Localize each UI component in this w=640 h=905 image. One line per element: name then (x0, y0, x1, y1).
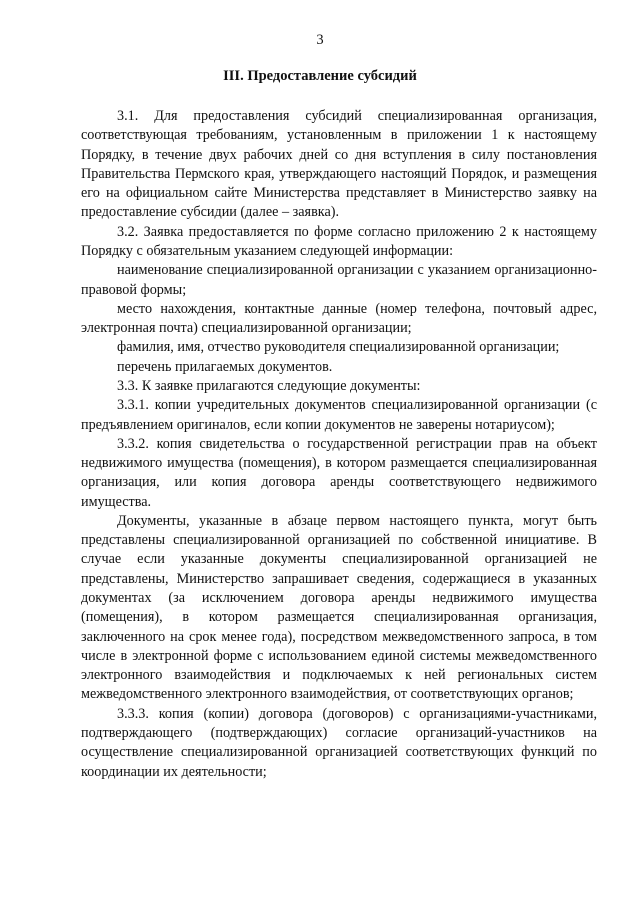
paragraph-attachments-list: перечень прилагаемых документов. (117, 358, 333, 375)
paragraph-org-name: наименование специализированной организации с указанием организационно-правовой формы; (81, 262, 597, 298)
section-title: III. Предоставление субсидий (223, 68, 417, 84)
paragraph-documents-note: Документы, указанные в абзаце первом настоящего пункта, могут быть представлены специализированной организацией по собственной инициативе. В случае если указанные документы специализированной организацией не представлены, Министерство запрашивает сведения, содержащиеся в указанных документах (за исключением договора аренды недвижимого имущества (помещения), в котором размещается специализированная организация, заключенного на срок менее года), посредством межведомственного запроса, в том числе в электронной форме с использованием единой системы межведомственного электронного взаимодействия и подключаемых к ней региональных систем межведомственного электронного взаимодействия, от соответствующих органов; (81, 512, 597, 703)
page-number: 3 (316, 32, 324, 48)
paragraph-3-3-1: 3.3.1. копии учредительных документов специализированной организации (с предъявлением оригиналов, если копии документов не заверены нотариусом); (81, 397, 597, 433)
paragraph-3-2: 3.2. Заявка предоставляется по форме согласно приложению 2 к настоящему Порядку с обязательным указанием следующей информации: (81, 223, 597, 259)
paragraph-3-3: 3.3. К заявке прилагаются следующие документы: (117, 377, 421, 394)
paragraph-3-3-3: 3.3.3. копия (копии) договора (договоров) с организациями-участниками, подтверждающего (подтверждающих) согласие организаций-участников на осуществление специализированной организацией соответствующих функций по координации их деятельности; (81, 705, 597, 780)
paragraph-3-3-2: 3.3.2. копия свидетельства о государственной регистрации прав на объект недвижимого имущества (помещения), в котором размещается специализированная организация, или копия договора аренды соответствующего недвижимого имущества. (81, 435, 597, 510)
paragraph-3-1: 3.1. Для предоставления субсидий специализированная организация, соответствующая требованиям, установленным в приложении 1 к настоящему Порядку, в течение двух рабочих дней со дня вступления в силу постановления Правительства Пермского края, утверждающего настоящий Порядок, и размещения его на официальном сайте Министерства представляет в Министерство заявку на предоставление субсидии (далее – заявка). (81, 108, 597, 221)
document-body (81, 107, 597, 782)
paragraph-location: место нахождения, контактные данные (номер телефона, почтовый адрес, электронная почта) специализированной организации; (81, 300, 597, 337)
paragraph-head-name: фамилия, имя, отчество руководителя специализированной организации; (117, 339, 560, 356)
